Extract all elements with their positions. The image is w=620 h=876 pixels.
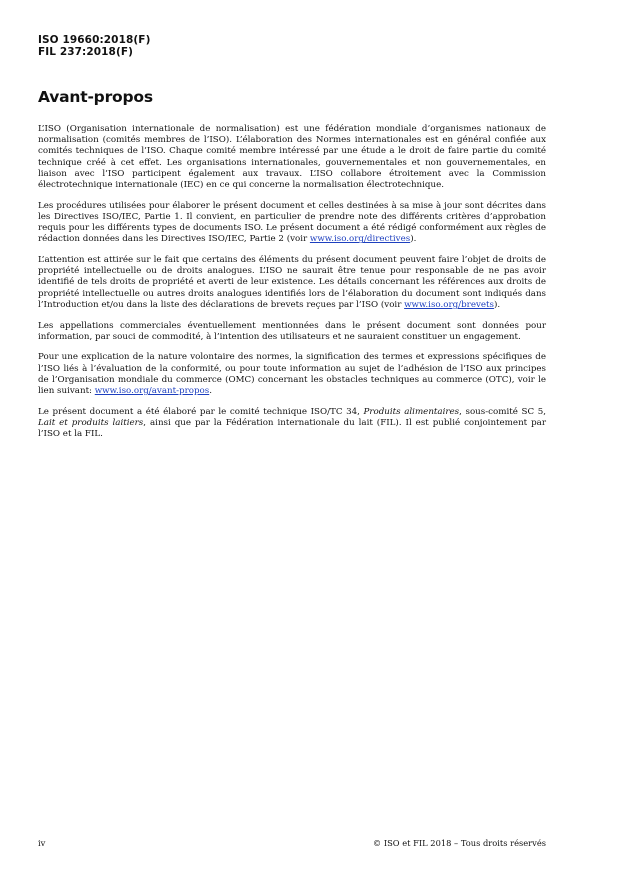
- brevets-link[interactable]: www.iso.org/brevets: [404, 299, 494, 310]
- paragraph-6: [38, 407, 546, 441]
- paragraph-4: Les appellations commerciales éventuellement mentionnées dans le présent document sont données pour information, par souci de commodité, à l’intention des utilisateurs et ne sauraient constituer un engagement.: [38, 320, 546, 342]
- paragraph-5-text: Pour une explication de la nature volontaire des normes, la signification des termes et expressions spécifiques de l’ISO liés à l’évaluation de la conformité, ou pour toute information au sujet de l’adhésion de l’ISO aux principes de l’Organisation mondiale du commerce (OMC) concernant les obstacles techniques au commerce (OTC), voir le lien suivant:: [38, 352, 546, 397]
- copyright-notice: © ISO et FIL 2018 – Tous droits réservés: [372, 838, 546, 848]
- paragraph-2-end: ).: [410, 234, 417, 245]
- paragraph-1: L’ISO (Organisation internationale de normalisation) est une fédération mondiale d’organismes nationaux de normalisation (comités membres de l’ISO). L’élaboration des Normes internationales est en général confiée aux comités techniques de l’ISO. Chaque comité membre intéressé par une étude a le droit de faire partie du comité technique créé à cet effet. Les organisations internationales, gouvernementales et non gouvernementales, en liaison avec l’ISO participent également aux travaux. L’ISO collabore étroitement avec la Commission électrotechnique internationale (IEC) en ce qui concerne la normalisation électrotechnique.: [38, 124, 546, 191]
- page-title: Avant-propos: [38, 88, 153, 106]
- paragraph-2-text: Les procédures utilisées pour élaborer le présent document et celles destinées à sa mise à jour sont décrites dans les Directives ISO/IEC, Partie 1. Il convient, en particulier de prendre note des différents critères d’approbation requis pour les différents types de documents ISO. Le présent document a été rédigé conformément aux règles de rédaction données dans les Directives ISO/IEC, Partie 2 (voir: [38, 200, 546, 245]
- paragraph-5: [38, 352, 546, 397]
- paragraph-3-end: ).: [493, 299, 501, 310]
- paragraph-5-end: .: [209, 386, 212, 397]
- directives-link[interactable]: www.iso.org/directives: [309, 234, 411, 245]
- committee-name: Produits alimentaires: [363, 406, 460, 417]
- document-header: [38, 34, 150, 58]
- document-body: [38, 124, 546, 450]
- subcommittee-name: Lait et produits laitiers: [38, 417, 144, 428]
- paragraph-3-text: L’attention est attirée sur le fait que certains des éléments du présent document peuvent faire l’objet de droits de propriété intellectuelle ou de droits analogues. L’ISO ne saurait être tenue pour responsable de ne pas avoir identifié de tels droits de propriété et averti de leur existence. Les détails concernant les références aux droits de propriété intellectuelle ou autres droits analogues identifiés lors de l’élaboration du document sont indiqués dans l’Introduction et/ou dans la liste des déclarations de brevets reçues par l’ISO (voir: [38, 255, 546, 310]
- avant-propos-link[interactable]: www.iso.org/avant-propos: [94, 386, 210, 397]
- paragraph-6-text-c: , ainsi que par la Fédération internationale du lait (FIL). Il est publié conjointement par l’ISO et la FIL.: [38, 417, 546, 440]
- paragraph-6-text-a: Le présent document a été élaboré par le comité technique ISO/TC 34,: [38, 406, 364, 417]
- paragraph-2: [38, 201, 546, 246]
- standard-number-fil: FIL 237:2018(F): [38, 46, 134, 58]
- paragraph-6-text-b: , sous-comité SC 5,: [459, 406, 546, 417]
- paragraph-3: [38, 255, 546, 311]
- standard-number-iso: ISO 19660:2018(F): [38, 34, 151, 46]
- page-number: iv: [38, 838, 46, 848]
